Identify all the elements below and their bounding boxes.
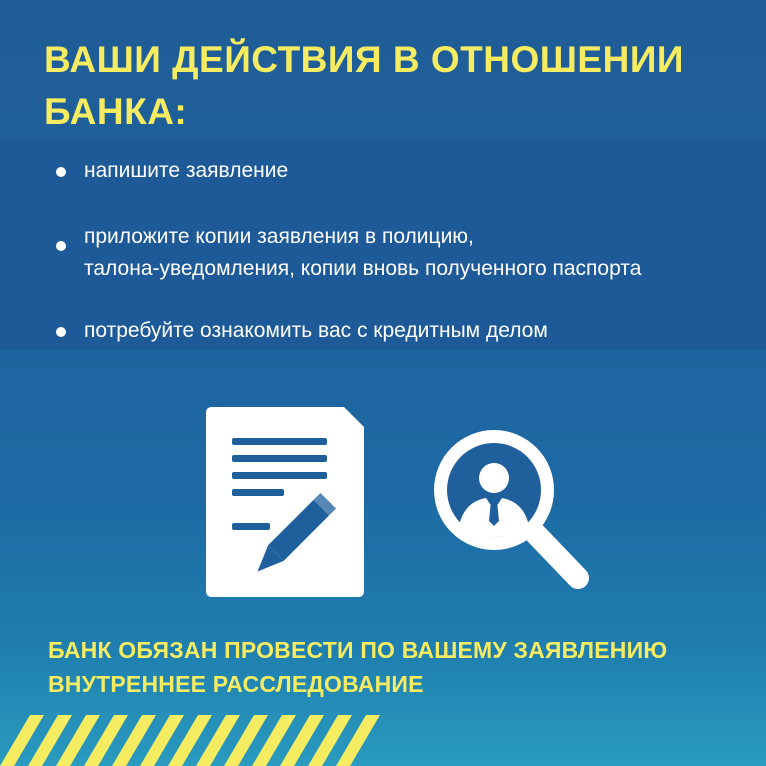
bullet-item-3: потребуйте ознакомить вас с кредитным делом [84, 319, 548, 342]
title-line-2: БАНКА: [44, 91, 188, 132]
footer-line-1: БАНК ОБЯЗАН ПРОВЕСТИ ПО ВАШЕМУ ЗАЯВЛЕНИЮ [48, 637, 668, 663]
page-title [44, 34, 744, 138]
bullet-item-2-line-2: талона-уведомления, копии вновь полученного паспорта [84, 257, 642, 280]
bullet-item-2-line-1: приложите копии заявления в полицию, [84, 225, 474, 248]
title-line-1: ВАШИ ДЕЙСТВИЯ В ОТНОШЕНИИ [44, 39, 685, 80]
document-with-pen-icon [206, 407, 368, 597]
caution-stripes [0, 715, 380, 766]
footer-notice [48, 633, 748, 701]
magnifier-person-icon [422, 418, 594, 594]
bullet-item-1: напишите заявление [84, 159, 289, 182]
bullet-band [0, 138, 766, 350]
footer-line-2: ВНУТРЕННЕЕ РАССЛЕДОВАНИЕ [48, 671, 424, 697]
